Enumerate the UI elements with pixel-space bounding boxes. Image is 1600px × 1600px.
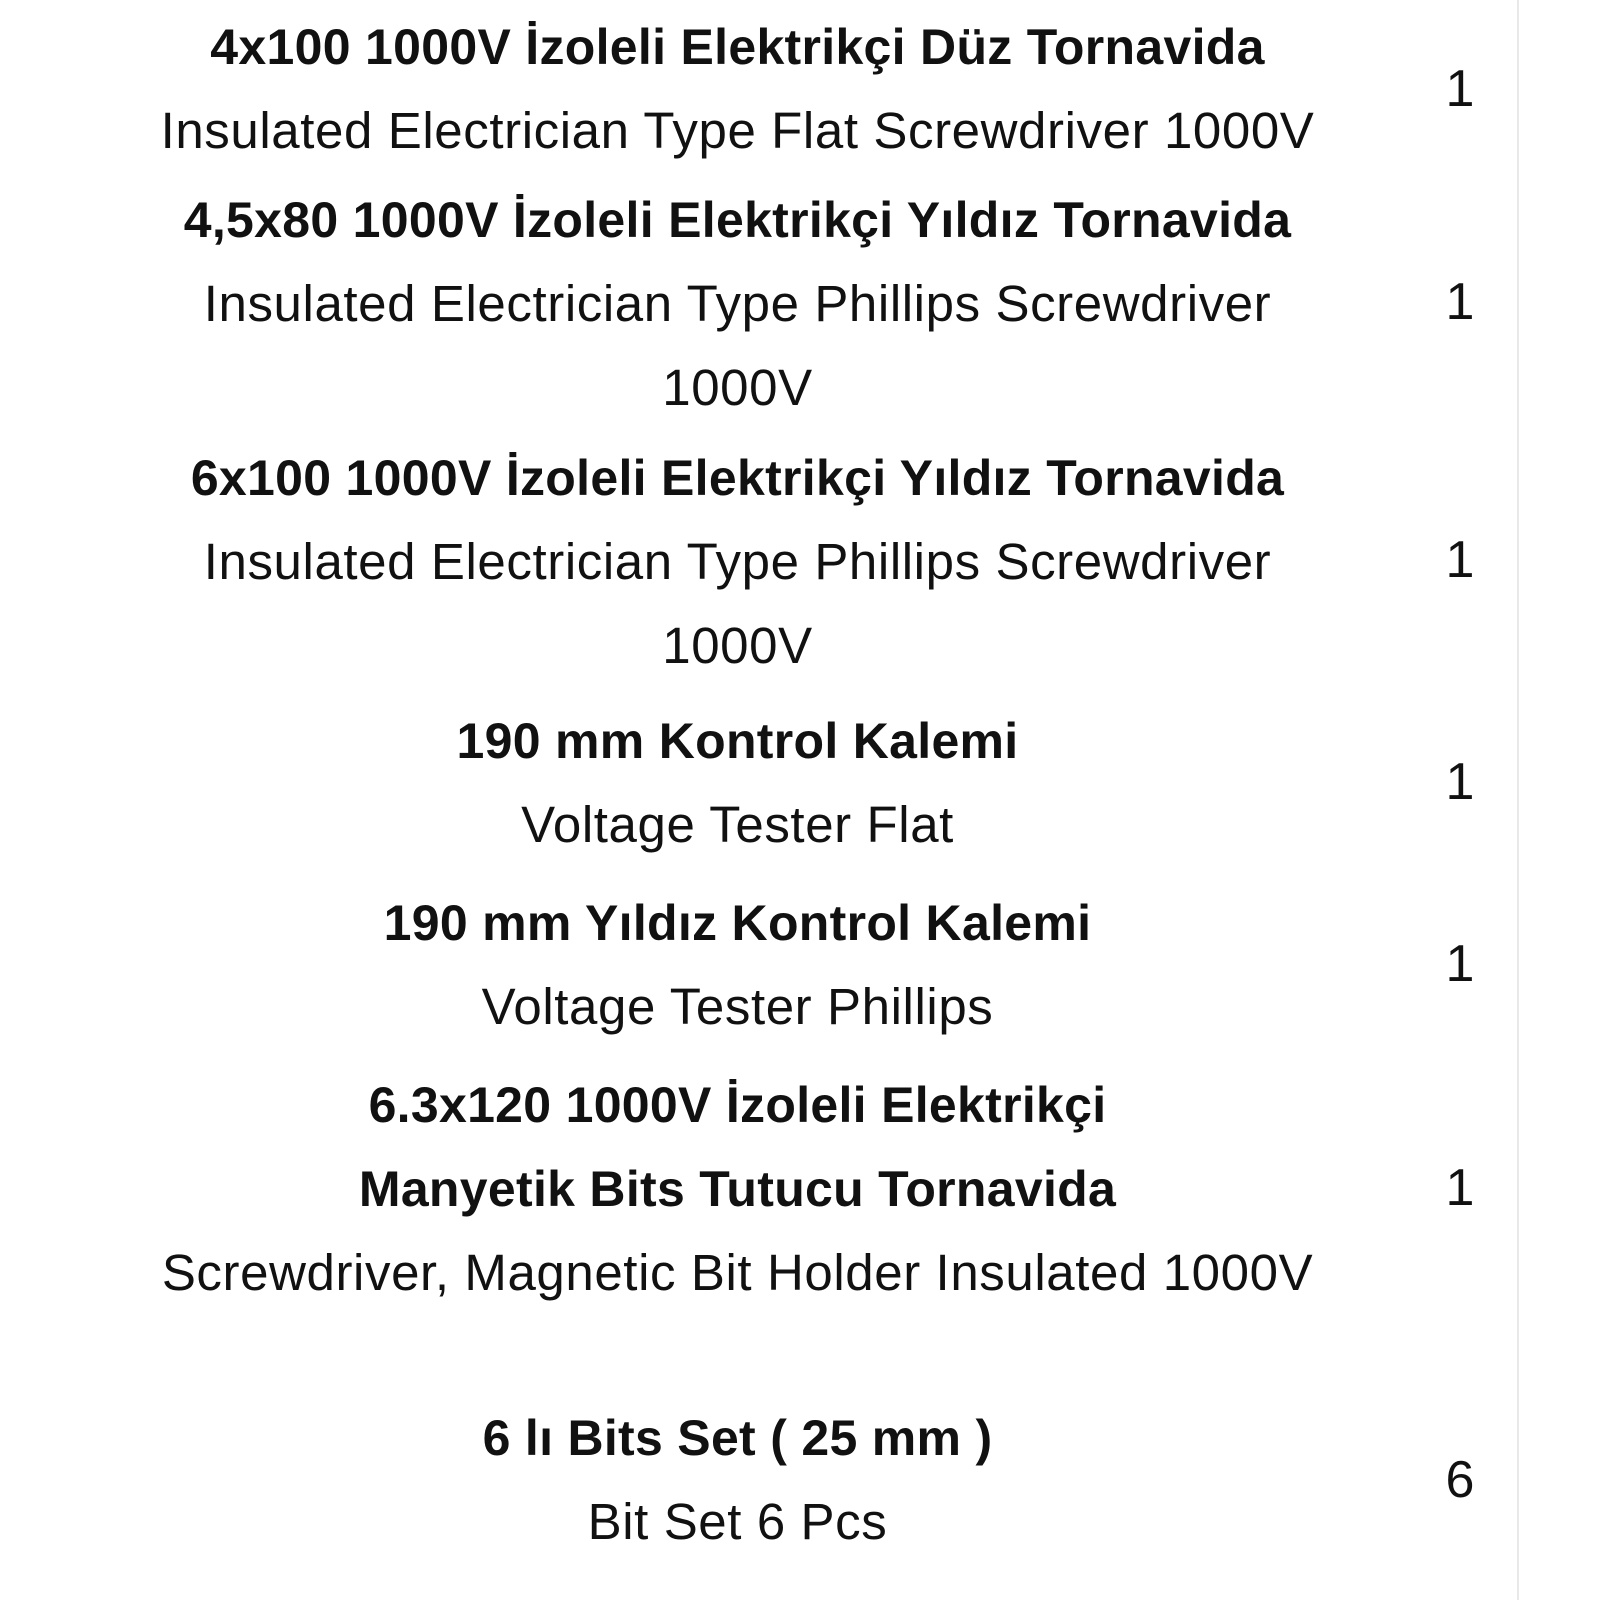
item-name-tr: 6 lı Bits Set ( 25 mm )	[482, 1410, 993, 1466]
item-description	[0, 881, 1475, 1049]
item-name-en-cont: 1000V	[662, 359, 813, 416]
item-name-en: Insulated Electrician Type Phillips Screwdriver	[203, 275, 1272, 332]
item-name-tr: 190 mm Kontrol Kalemi	[456, 713, 1019, 769]
item-name-en-cont: 1000V	[662, 617, 813, 674]
item-description	[0, 5, 1475, 173]
item-name-tr: 190 mm Yıldız Kontrol Kalemi	[383, 895, 1092, 951]
item-name-en: Screwdriver, Magnetic Bit Holder Insulated 1000V	[161, 1244, 1314, 1301]
item-quantity: 6	[1445, 1451, 1475, 1509]
item-name-tr: 4,5x80 1000V İzoleli Elektrikçi Yıldız Tornavida	[183, 192, 1292, 248]
item-name-en: Voltage Tester Flat	[521, 796, 954, 853]
item-name-en: Insulated Electrician Type Flat Screwdriver 1000V	[160, 102, 1315, 159]
item-name-en: Voltage Tester Phillips	[481, 978, 994, 1035]
item-quantity: 1	[1445, 273, 1475, 331]
item-description	[0, 699, 1475, 867]
item-description	[0, 1396, 1475, 1564]
item-quantity: 1	[1445, 753, 1475, 811]
item-name-tr: 6.3x120 1000V İzoleli Elektrikçi	[368, 1077, 1107, 1133]
item-quantity: 1	[1445, 935, 1475, 993]
item-quantity: 1	[1445, 60, 1475, 118]
item-description	[0, 436, 1475, 688]
item-name-en: Bit Set 6 Pcs	[587, 1493, 888, 1550]
item-description	[0, 178, 1475, 430]
column-divider	[1517, 0, 1519, 1600]
item-quantity: 1	[1445, 531, 1475, 589]
item-name-tr: 4x100 1000V İzoleli Elektrikçi Düz Tornavida	[210, 19, 1265, 75]
item-name-en: Insulated Electrician Type Phillips Screwdriver	[203, 533, 1272, 590]
item-quantity: 1	[1445, 1159, 1475, 1217]
item-name-tr: 6x100 1000V İzoleli Elektrikçi Yıldız Tornavida	[190, 450, 1285, 506]
item-description	[0, 1063, 1475, 1315]
item-name-tr-cont: Manyetik Bits Tutucu Tornavida	[358, 1161, 1117, 1217]
